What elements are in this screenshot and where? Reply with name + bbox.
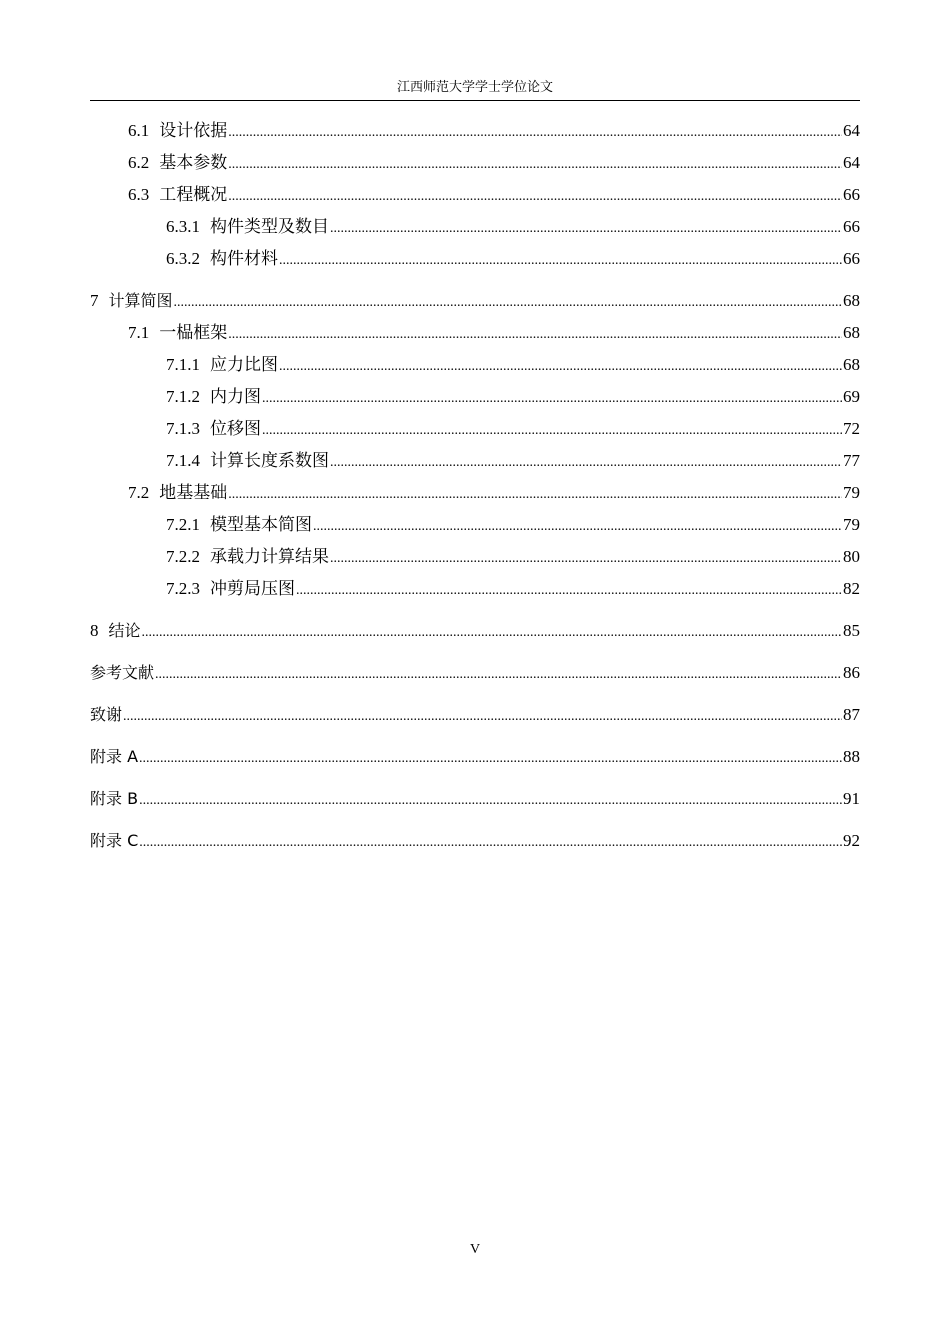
toc-entry-page: 77 (843, 451, 860, 470)
toc-dot-leader (228, 117, 842, 149)
toc-entry[interactable] (90, 573, 860, 605)
toc-entry[interactable] (90, 285, 860, 317)
toc-dot-leader (155, 659, 842, 691)
page-header: 江西师范大学学士学位论文 (396, 79, 553, 94)
toc-entry[interactable] (90, 317, 860, 349)
toc-entry-page: 66 (843, 217, 860, 236)
toc-entry-title: 设计依据 (159, 121, 228, 140)
toc-entry[interactable] (90, 541, 860, 573)
toc-entry-title: 工程概况 (159, 185, 228, 204)
toc-entry[interactable] (90, 115, 860, 147)
toc-entry-title: 位移图 (210, 419, 261, 438)
toc-entry-page: 79 (843, 515, 860, 534)
toc-dot-leader (228, 319, 842, 351)
toc-entry-number: 6.3 (128, 185, 150, 204)
toc-entry[interactable] (90, 179, 860, 211)
toc-entry-number: 8 (90, 621, 99, 640)
toc-entry-title: 计算简图 (108, 291, 173, 310)
toc-entry-page: 66 (843, 249, 860, 268)
toc-entry-page: 68 (843, 355, 860, 374)
toc-entry-title: 应力比图 (210, 355, 278, 374)
toc-entry-number: 6.1 (128, 121, 150, 140)
toc-entry-number: 7.1.1 (166, 355, 200, 374)
toc-entry-title: 构件类型及数目 (210, 217, 329, 236)
toc-dot-leader (330, 543, 842, 575)
toc-entry-number: 7 (90, 291, 99, 310)
toc-entry-page: 91 (843, 789, 860, 808)
toc-dot-leader (279, 351, 842, 383)
toc-entry-page: 86 (843, 663, 860, 682)
toc-entry[interactable] (90, 413, 860, 445)
table-of-contents (90, 115, 860, 857)
toc-entry-title: 附录 C (90, 831, 139, 850)
toc-dot-leader (139, 785, 842, 817)
toc-entry[interactable] (90, 243, 860, 275)
toc-entry[interactable] (90, 509, 860, 541)
toc-entry-number: 7.1 (128, 323, 150, 342)
toc-entry-title: 一榀框架 (159, 323, 228, 342)
toc-dot-leader (262, 383, 842, 415)
toc-entry-title: 结论 (108, 621, 141, 640)
toc-entry-page: 92 (843, 831, 860, 850)
toc-entry-page: 64 (843, 121, 860, 140)
toc-entry-title: 附录 A (90, 747, 139, 766)
toc-entry[interactable] (90, 615, 860, 647)
toc-entry-page: 64 (843, 153, 860, 172)
toc-dot-leader (228, 479, 842, 511)
toc-entry-page: 82 (843, 579, 860, 598)
toc-entry-page: 80 (843, 547, 860, 566)
toc-entry-title: 内力图 (210, 387, 261, 406)
toc-entry-number: 7.1.3 (166, 419, 200, 438)
toc-entry-title: 模型基本简图 (210, 515, 312, 534)
toc-entry[interactable] (90, 211, 860, 243)
toc-entry[interactable] (90, 477, 860, 509)
toc-entry-number: 7.2.2 (166, 547, 200, 566)
toc-entry[interactable] (90, 825, 860, 857)
toc-dot-leader (142, 617, 842, 649)
toc-entry[interactable] (90, 741, 860, 773)
toc-entry-page: 66 (843, 185, 860, 204)
toc-entry-number: 6.2 (128, 153, 150, 172)
toc-entry-number: 7.2 (128, 483, 150, 502)
toc-entry-page: 85 (843, 621, 860, 640)
toc-entry-title: 承载力计算结果 (210, 547, 329, 566)
toc-entry-number: 6.3.2 (166, 249, 200, 268)
toc-entry[interactable] (90, 147, 860, 179)
page-number: V (469, 1242, 481, 1257)
toc-dot-leader (174, 287, 842, 319)
toc-entry-title: 计算长度系数图 (210, 451, 329, 470)
toc-entry[interactable] (90, 445, 860, 477)
toc-entry-page: 68 (843, 323, 860, 342)
toc-entry-page: 69 (843, 387, 860, 406)
header-divider (90, 100, 860, 101)
toc-entry-title: 构件材料 (210, 249, 278, 268)
toc-entry-number: 6.3.1 (166, 217, 200, 236)
toc-dot-leader (313, 511, 842, 543)
toc-entry-page: 88 (843, 747, 860, 766)
toc-entry-title: 附录 B (90, 789, 139, 808)
toc-dot-leader (139, 827, 842, 859)
toc-entry-page: 87 (843, 705, 860, 724)
toc-entry-number: 7.1.2 (166, 387, 200, 406)
toc-entry[interactable] (90, 349, 860, 381)
toc-entry-title: 地基基础 (159, 483, 228, 502)
toc-dot-leader (139, 743, 842, 775)
toc-entry-title: 冲剪局压图 (210, 579, 295, 598)
toc-dot-leader (330, 447, 842, 479)
toc-dot-leader (296, 575, 842, 607)
toc-dot-leader (228, 181, 842, 213)
toc-dot-leader (228, 149, 842, 181)
toc-dot-leader (330, 213, 842, 245)
toc-entry-number: 7.2.1 (166, 515, 200, 534)
toc-dot-leader (123, 701, 842, 733)
toc-entry-number: 7.1.4 (166, 451, 200, 470)
toc-entry-title: 基本参数 (159, 153, 228, 172)
toc-entry-number: 7.2.3 (166, 579, 200, 598)
toc-dot-leader (262, 415, 842, 447)
toc-entry-page: 72 (843, 419, 860, 438)
toc-entry-page: 68 (843, 291, 860, 310)
toc-entry-title: 致谢 (90, 705, 123, 724)
toc-entry[interactable] (90, 699, 860, 731)
toc-entry[interactable] (90, 783, 860, 815)
toc-entry-title: 参考文献 (90, 663, 155, 682)
toc-entry[interactable] (90, 657, 860, 689)
toc-dot-leader (279, 245, 842, 277)
toc-entry-page: 79 (843, 483, 860, 502)
toc-entry[interactable] (90, 381, 860, 413)
